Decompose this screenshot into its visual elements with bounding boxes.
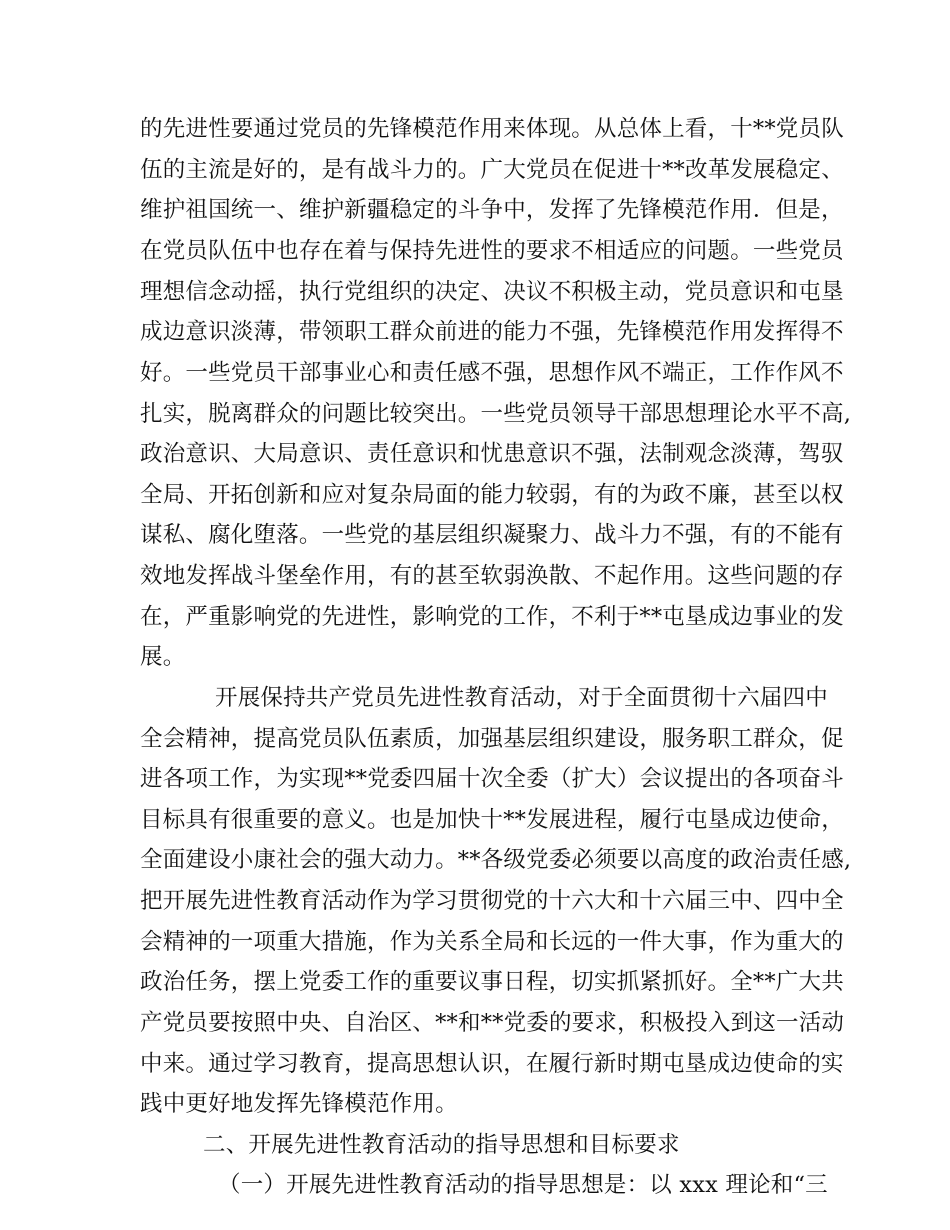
text-line: 效地发挥战斗堡垒作用，有的甚至软弱涣散、不起作用。这些问题的存 xyxy=(140,563,844,589)
text-line: 政治意识、大局意识、责任意识和忧患意识不强，法制观念淡薄，驾驭 xyxy=(140,441,844,467)
text-line: 中来。通过学习教育，提高思想认识，在履行新时期屯垦成边使命的实 xyxy=(140,1051,844,1077)
text-line: 好。一些党员干部事业心和责任感不强，思想作风不端正，工作作风不 xyxy=(140,360,844,386)
subsection-heading: （一）开展先进性教育活动的指导思想是：以 xxx 理论和“三 xyxy=(218,1172,828,1198)
text-line: 展。 xyxy=(140,644,186,670)
text-line: 扎实，脱离群众的问题比较突出。一些党员领导干部思想理论水平不高, xyxy=(140,401,852,427)
text-line: 全局、开拓创新和应对复杂局面的能力较弱，有的为政不廉，甚至以权 xyxy=(140,482,844,508)
text-line: 目标具有很重要的意义。也是加快十**发展进程，履行屯垦成边使命， xyxy=(140,807,844,833)
text-line: 会精神的一项重大措施，作为关系全局和长远的一件大事，作为重大的 xyxy=(140,929,844,955)
text-line: 维护祖国统一、维护新疆稳定的斗争中，发挥了先锋模范作用．但是， xyxy=(140,197,844,223)
text-line: 产党员要按照中央、自治区、**和**党委的要求，积极投入到这一活动 xyxy=(140,1010,845,1036)
text-line: 政治任务，摆上党委工作的重要议事日程，切实抓紧抓好。全**广大共 xyxy=(140,969,844,995)
text-line: 把开展先进性教育活动作为学习贯彻党的十六大和十六届三中、四中全 xyxy=(140,888,844,914)
text-line: 践中更好地发挥先锋模范作用。 xyxy=(140,1091,458,1117)
text-line: 理想信念动摇，执行党组织的决定、决议不积极主动，党员意识和屯垦 xyxy=(140,279,844,305)
text-line: 成边意识淡薄，带领职工群众前进的能力不强，先锋模范作用发挥得不 xyxy=(140,319,844,345)
text-line: 开展保持共产党员先进性教育活动，对于全面贯彻十六届四中 xyxy=(215,685,828,711)
text-line: 在，严重影响党的先进性，影响党的工作，不利于**屯垦成边事业的发 xyxy=(140,604,844,630)
text-line: 进各项工作，为实现**党委四届十次全委（扩大）会议提出的各项奋斗 xyxy=(140,766,844,792)
text-line: 谋私、腐化堕落。一些党的基层组织凝聚力、战斗力不强，有的不能有 xyxy=(140,522,844,548)
text-line: 伍的主流是好的，是有战斗力的。广大党员在促进十**改革发展稳定、 xyxy=(140,157,844,183)
text-line: 的先进性要通过党员的先锋模范作用来体现。从总体上看，十**党员队 xyxy=(140,116,844,142)
section-heading: 二、开展先进性教育活动的指导思想和目标要求 xyxy=(203,1132,680,1158)
text-line: 全会精神，提高党员队伍素质，加强基层组织建设，服务职工群众，促 xyxy=(140,726,844,752)
text-line: 全面建设小康社会的强大动力。**各级党委必须要以高度的政治责任感, xyxy=(140,847,852,873)
text-line: 在党员队伍中也存在着与保持先进性的要求不相适应的问题。一些党员 xyxy=(140,238,844,264)
